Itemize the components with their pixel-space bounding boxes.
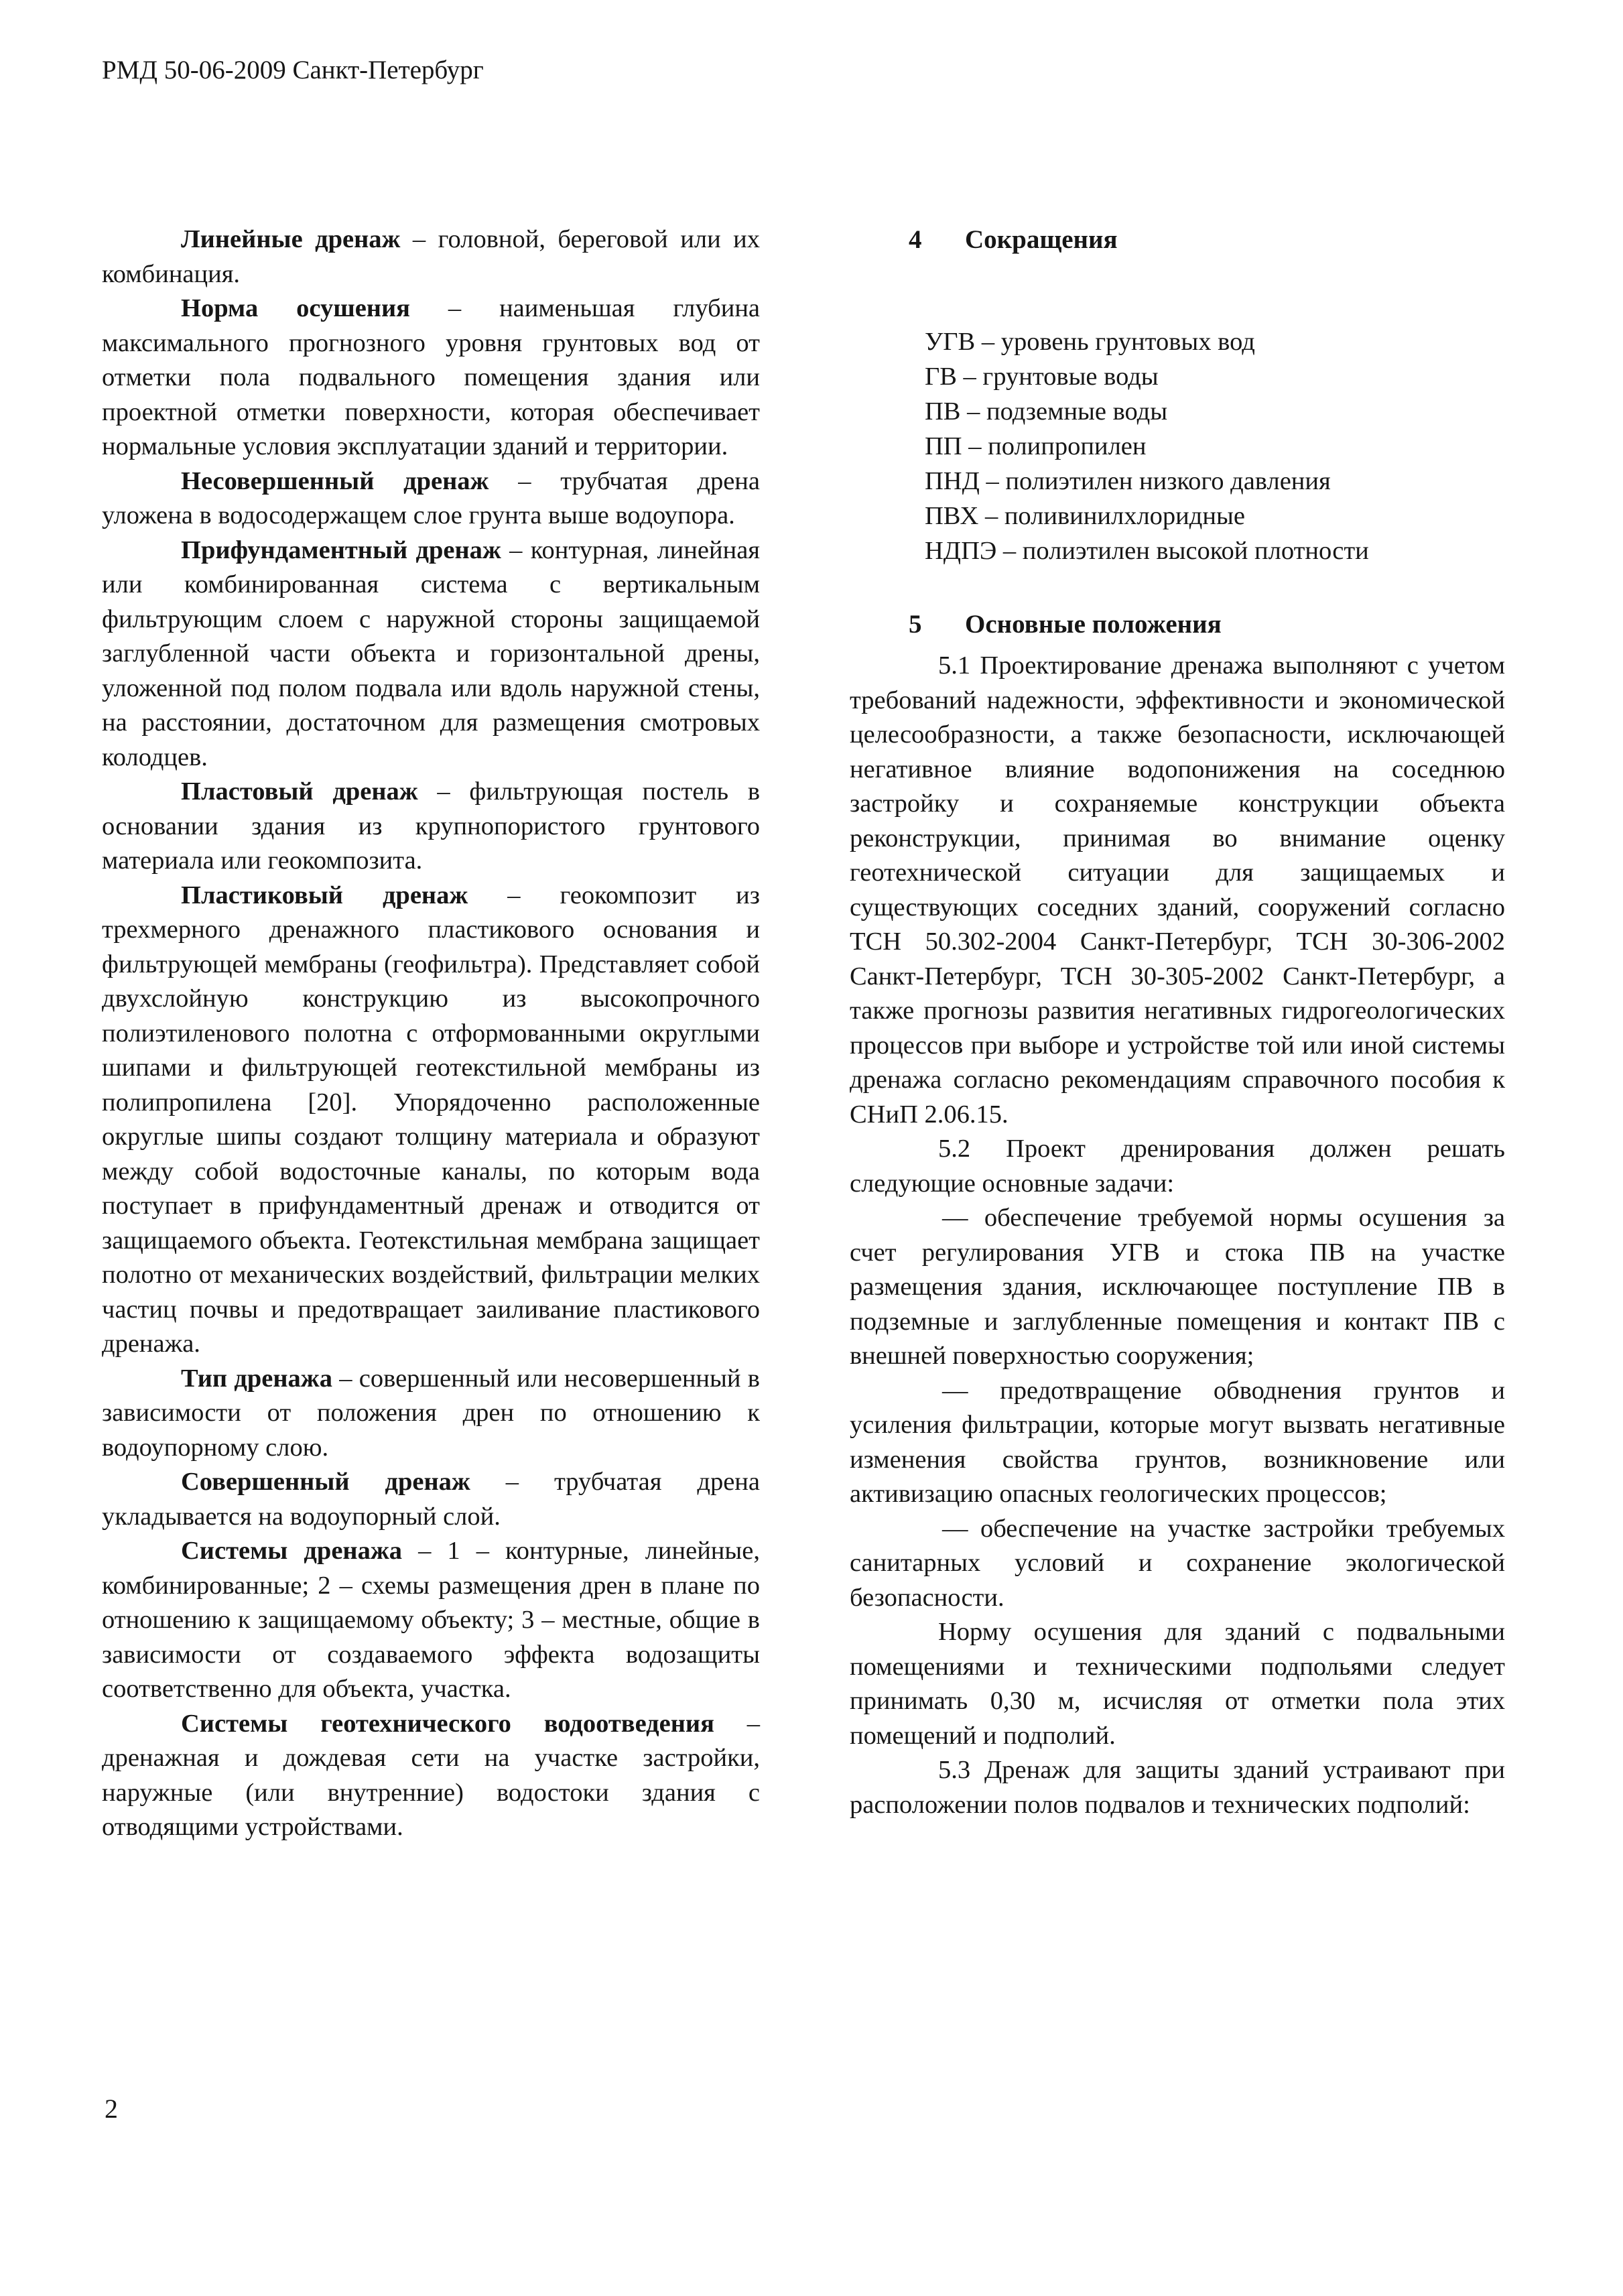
abbreviation-item: ПВ – подземные воды xyxy=(925,397,1168,426)
definition-text: головной, береговой или их комбинация. xyxy=(102,225,760,288)
section-5-heading xyxy=(850,607,1505,642)
term: Линейные дренаж xyxy=(181,225,401,253)
page-number: 2 xyxy=(105,2094,118,2124)
term: Прифундаментный дренаж xyxy=(181,535,501,564)
term: Несовершенный дренаж xyxy=(181,466,489,495)
definition-drying-norm: Норма осушения – наименьшая глубина максимального прогнозного уровня грунтовых вод от отметки пола подвального помещения здания или проектной отметки поверхности, которая обеспечивает нормальные условия эксплуатации зданий и территории. xyxy=(102,294,761,460)
paragraph-5-1: 5.1 Проектирование дренажа выполняют с учетом требований надежности, эффективности и экономической целесообразности, а также безопасности, исключающей негативное влияние водопонижения на соседнюю застройку и сохраняемые конструкции объекта реконструкции, принимая во внимание оценку геотехнической ситуации для защищаемых и существующих соседних зданий, сооружений согласно ТСН 50.302-2004 Санкт-Петербург, ТСН 30-306-2002 Санкт-Петербург, ТСН 30-305-2002 Санкт-Петербург, а также прогнозы развития негативных гидрогеологических процессов при выборе и устройстве той или иной системы дренажа согласно рекомендациям справочного пособия к СНиП 2.06.15. xyxy=(850,651,1505,1129)
definition-imperfect-drainage: Несовершенный дренаж – трубчатая дрена уложена в водосодержащем слое грунта выше водоупора. xyxy=(102,466,760,529)
definition-text: фильтрующая постель в основании здания из крупнопористого грунтового материала или геокомпозита. xyxy=(102,777,761,875)
definition-drainage-type: Тип дренажа – совершенный или несовершенный в зависимости от положения дрен по отношению к водоупорному слою. xyxy=(102,1364,760,1462)
running-header: РМД 50-06-2009 Санкт-Петербург xyxy=(102,56,484,84)
abbreviation-item: УГВ – уровень грунтовых вод xyxy=(925,328,1255,356)
section-number: 4 xyxy=(909,225,922,254)
right-column xyxy=(850,222,1505,1822)
definition-foundation-drainage: Прифундаментный дренаж – контурная, линейная или комбинированная система с вертикальным фильтрующим слоем с наружной стороны защищаемой заглубленной части объекта и горизонтальной дрены, уложенной под полом подвала или вдоль наружной стены, на расстоянии, достаточном для размещения смотровых колодцев. xyxy=(102,535,760,771)
section-title: Основные положения xyxy=(965,610,1222,639)
definition-text: 1 – контурные, линейные, комбинированные; 2 – схемы размещения дрен в плане по отношению к защищаемому объекту; 3 – местные, общие в зависимости от создаваемого эффекта водозащиты соответственно для объекта, участка. xyxy=(102,1537,760,1703)
definition-text: дренажная и дождевая сети на участке застройки, наружные (или внутренние) водостоки здания с отводящими устройствами. xyxy=(102,1744,760,1841)
term: Совершенный дренаж xyxy=(181,1468,470,1496)
term: Системы дренажа xyxy=(181,1537,402,1565)
left-column xyxy=(102,222,760,1845)
abbreviations-list xyxy=(925,324,1505,568)
definition-text: совершенный или несовершенный в зависимости от положения дрен по отношению к водоупорному слою. xyxy=(102,1364,760,1462)
term: Тип дренажа xyxy=(181,1364,332,1393)
term: Пластовый дренаж xyxy=(181,777,418,806)
abbreviation-item: ГВ – грунтовые воды xyxy=(925,363,1159,391)
definition-plastic-drainage: Пластиковый дренаж – геокомпозит из трехмерного дренажного пластикового основания и фильтрующей мембраны (геофильтра). Представляет собой двухслойную конструкцию из высокопрочного полиэтиленового полотна с отформованными округлыми шипами и фильтрующей геотекстильной мембраны из полипропилена [20]. Упорядоченно расположенные округлые шипы создают толщину материала и образуют между собой водосточные каналы, по которым вода поступает в прифундаментный дренаж и отводится от защищаемого объекта. Геотекстильная мембрана защищает полотно от механических воздействий, фильтрации мелких частиц почвы и предотвращает заиливание пластикового дренажа. xyxy=(102,881,760,1358)
paragraph-5-3: 5.3 Дренаж для защиты зданий устраивают при расположении полов подвалов и технических подполий: xyxy=(850,1756,1505,1819)
abbreviation-item: ПВХ – поливинилхлоридные xyxy=(925,502,1245,530)
paragraph-5-2: 5.2 Проект дренирования должен решать следующие основные задачи: xyxy=(850,1135,1505,1198)
term: Пластиковый дренаж xyxy=(181,881,468,909)
definition-text: трубчатая дрена уложена в водосодержащем слое грунта выше водоупора. xyxy=(102,466,760,529)
definition-text: наименьшая глубина максимального прогнозного уровня грунтовых вод от отметки пола подвального помещения здания или проектной отметки поверхности, которая обеспечивает нормальные условия эксплуатации зданий и территории. xyxy=(102,294,761,460)
task-item: — обеспечение требуемой нормы осушения за счет регулирования УГВ и стока ПВ на участке размещения здания, исключающее поступление ПВ в подземные и заглубленные помещения и контакт ПВ с внешней поверхностью сооружения; xyxy=(850,1204,1505,1370)
abbreviation-item: ПНД – полиэтилен низкого давления xyxy=(925,467,1331,495)
section-title: Сокращения xyxy=(965,225,1118,254)
definition-geotech-drainage-systems: Системы геотехнического водоотведения – дренажная и дождевая сети на участке застройки, наружные (или внутренние) водостоки здания с отводящими устройствами. xyxy=(102,1709,761,1841)
definition-text: геокомпозит из трехмерного дренажного пластикового основания и фильтрующей мембраны (геофильтра). Представляет собой двухслойную конструкцию из высокопрочного полиэтиленового полотна с отформованными округлыми шипами и фильтрующей геотекстильной мембраны из полипропилена [20]. Упорядоченно расположенные округлые шипы создают толщину материала и образуют между собой водосточные каналы, по которым вода поступает в прифундаментный дренаж и отводится от защищаемого объекта. Геотекстильная мембрана защищает полотно от механических воздействий, фильтрации мелких частиц почвы и предотвращает заиливание пластикового дренажа. xyxy=(102,881,760,1358)
definition-linear-drainage: Линейные дренаж – головной, береговой или их комбинация. xyxy=(102,225,760,288)
abbreviation-item: НДПЭ – полиэтилен высокой плотности xyxy=(925,537,1369,565)
section-number: 5 xyxy=(909,610,922,639)
task-item: — обеспечение на участке застройки требуемых санитарных условий и сохранение экологической безопасности. xyxy=(850,1514,1505,1612)
term: Норма осушения xyxy=(181,294,411,322)
abbreviation-item: ПП – полипропилен xyxy=(925,432,1147,460)
task-item: — предотвращение обводнения грунтов и усиления фильтрации, которые могут вызвать негативные изменения свойства грунтов, возникновение или активизацию опасных геологических процессов; xyxy=(850,1376,1505,1508)
definition-perfect-drainage: Совершенный дренаж – трубчатая дрена укладывается на водоупорный слой. xyxy=(102,1468,760,1531)
paragraph-drying-norm: Норму осушения для зданий с подвальными помещениями и техническими подпольями следует принимать 0,30 м, исчисляя от отметки пола этих помещений и подполий. xyxy=(850,1618,1505,1750)
definition-text: трубчатая дрена укладывается на водоупорный слой. xyxy=(102,1468,760,1531)
definition-text: контурная, линейная или комбинированная система с вертикальным фильтрующим слоем с наружной стороны защищаемой заглубленной части объекта и горизонтальной дрены, уложенной под полом подвала или вдоль наружной стены, на расстоянии, достаточном для размещения смотровых колодцев. xyxy=(102,535,760,771)
section-4-heading xyxy=(850,222,1505,257)
definition-layer-drainage: Пластовый дренаж – фильтрующая постель в основании здания из крупнопористого грунтового материала или геокомпозита. xyxy=(102,777,761,875)
term: Системы геотехнического водоотведения xyxy=(181,1709,714,1738)
definition-drainage-systems: Системы дренажа – 1 – контурные, линейные, комбинированные; 2 – схемы размещения дрен в плане по отношению к защищаемому объекту; 3 – местные, общие в зависимости от создаваемого эффекта водозащиты соответственно для объекта, участка. xyxy=(102,1537,760,1703)
